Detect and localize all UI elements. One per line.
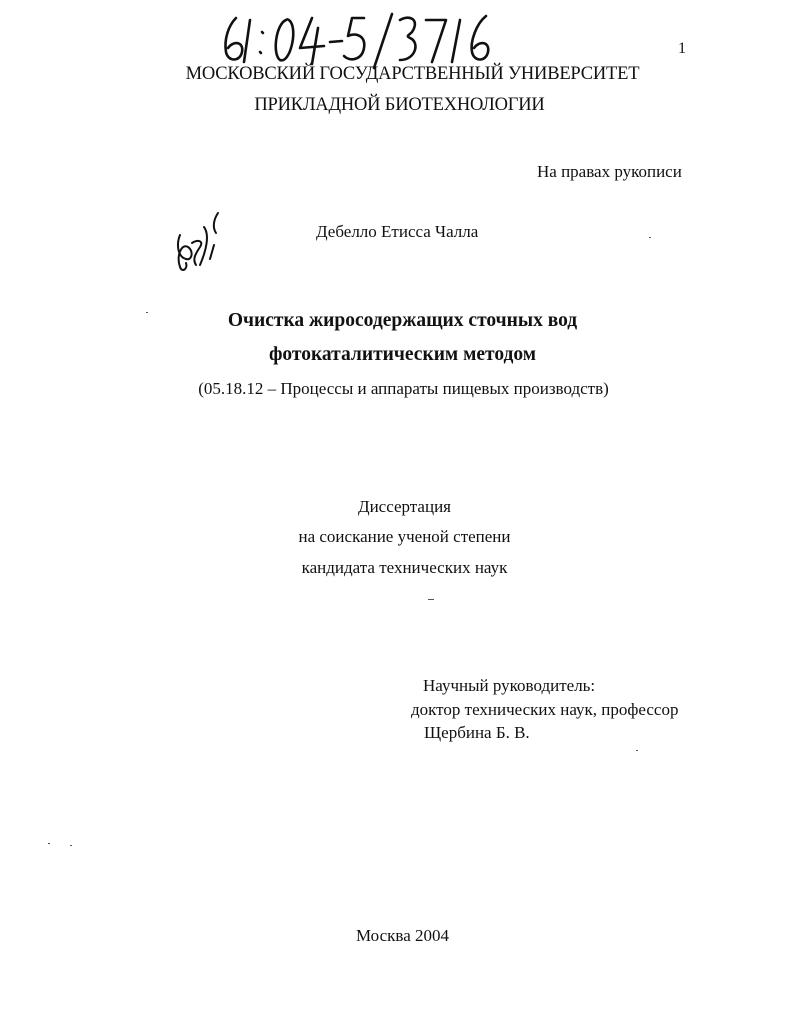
scan-speck (649, 237, 651, 238)
degree-purpose: на соискание ученой степени (298, 527, 511, 546)
author-name: Дебелло Етисса Чалла (316, 222, 479, 241)
handwritten-registration-code (214, 10, 504, 70)
university-name-line2: ПРИКЛАДНОЙ БИОТЕХНОЛОГИИ (254, 95, 545, 115)
specialty-code: (05.18.12 – Процессы и аппараты пищевых производств) (198, 379, 609, 398)
scan-speck (428, 599, 434, 600)
scan-speck (48, 843, 50, 844)
degree-name: кандидата технических наук (301, 558, 508, 577)
scan-speck (70, 845, 72, 846)
university-name-line1: МОСКОВСКИЙ ГОСУДАРСТВЕННЫЙ УНИВЕРСИТЕТ (185, 64, 640, 84)
dissertation-title-line1: Очистка жиросодержащих сточных вод (227, 310, 578, 331)
city-and-year: Москва 2004 (355, 926, 450, 945)
dissertation-label: Диссертация (357, 497, 451, 516)
dissertation-title-line2: фотокаталитическим методом (268, 344, 537, 365)
supervisor-name: Щербина Б. В. (424, 723, 530, 742)
scan-speck (146, 312, 148, 313)
page-number: 1 (678, 40, 686, 57)
scan-speck (636, 750, 638, 751)
supervisor-degree: доктор технических наук, профессор (411, 700, 679, 719)
supervisor-label: Научный руководитель: (423, 676, 596, 695)
rights-note: На правах рукописи (537, 162, 682, 181)
handwritten-signature-mark (170, 205, 230, 280)
